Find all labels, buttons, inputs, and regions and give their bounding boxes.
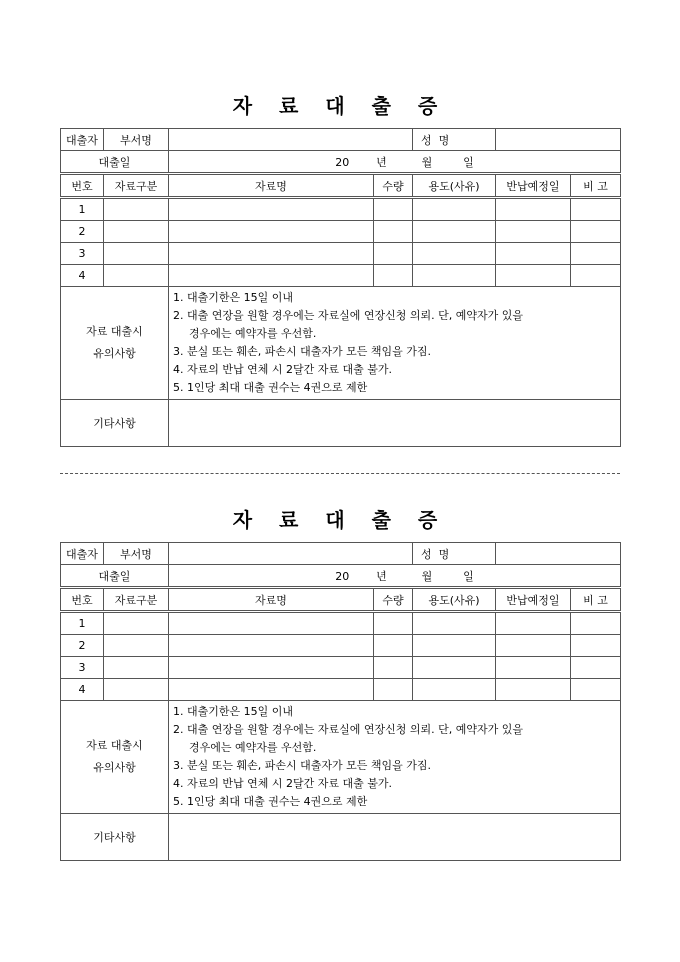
row-remarks-input[interactable]	[571, 243, 621, 265]
etc-label: 기타사항	[61, 814, 169, 861]
col-title: 자료명	[169, 174, 374, 198]
name-label	[413, 129, 496, 151]
note-item: 경우에는 예약자를 우선함.	[189, 327, 317, 340]
row-return-date-input[interactable]	[496, 243, 571, 265]
table-row	[61, 635, 621, 657]
row-number: 3	[61, 243, 104, 265]
row-quantity-input[interactable]	[374, 198, 413, 221]
row-quantity-input[interactable]	[374, 612, 413, 635]
col-remarks: 비 고	[571, 174, 621, 198]
table-row	[61, 198, 621, 221]
note-item: 5. 1인당 최대 대출 권수는 4권으로 제한	[173, 381, 368, 394]
row-category-input[interactable]	[104, 612, 169, 635]
table-row	[61, 243, 621, 265]
row-purpose-input[interactable]	[413, 265, 496, 287]
row-number: 3	[61, 657, 104, 679]
col-quantity: 수량	[374, 174, 413, 198]
row-quantity-input[interactable]	[374, 635, 413, 657]
name-label-text: 성 명	[421, 547, 450, 561]
loan-date-input[interactable]	[169, 565, 621, 588]
row-remarks-input[interactable]	[571, 657, 621, 679]
borrower-label: 대출자	[61, 129, 104, 151]
row-number: 4	[61, 679, 104, 701]
row-title-input[interactable]	[169, 657, 374, 679]
form-title: 자 료 대 출 증	[232, 508, 448, 532]
note-item: 2. 대출 연장을 원할 경우에는 자료실에 연장신청 의뢰. 단, 예약자가 있을	[173, 723, 523, 736]
department-label: 부서명	[104, 543, 169, 565]
note-item: 1. 대출기한은 15일 이내	[173, 705, 293, 718]
col-category: 자료구분	[104, 174, 169, 198]
notes-label-line1: 자료 대출시	[86, 325, 143, 338]
row-quantity-input[interactable]	[374, 679, 413, 701]
date-day-unit: 일	[463, 569, 474, 583]
date-day-unit: 일	[463, 155, 474, 169]
note-item: 경우에는 예약자를 우선함.	[189, 741, 317, 754]
row-purpose-input[interactable]	[413, 243, 496, 265]
row-purpose-input[interactable]	[413, 679, 496, 701]
row-category-input[interactable]	[104, 679, 169, 701]
table-row	[61, 612, 621, 635]
row-category-input[interactable]	[104, 265, 169, 287]
table-row	[61, 657, 621, 679]
row-category-input[interactable]	[104, 635, 169, 657]
name-input[interactable]	[496, 543, 621, 565]
notes-label	[61, 287, 169, 400]
row-purpose-input[interactable]	[413, 612, 496, 635]
col-return-date: 반납예정일	[496, 588, 571, 612]
loan-date-label: 대출일	[61, 565, 169, 588]
note-item: 3. 분실 또는 훼손, 파손시 대출자가 모든 책임을 가짐.	[173, 345, 431, 358]
note-item: 1. 대출기한은 15일 이내	[173, 291, 293, 304]
notes-label-line2: 유의사항	[93, 761, 136, 774]
cut-line-divider	[60, 473, 620, 474]
row-remarks-input[interactable]	[571, 221, 621, 243]
loan-form-bottom	[60, 506, 620, 861]
row-return-date-input[interactable]	[496, 221, 571, 243]
col-quantity: 수량	[374, 588, 413, 612]
row-category-input[interactable]	[104, 221, 169, 243]
note-item: 5. 1인당 최대 대출 권수는 4권으로 제한	[173, 795, 368, 808]
date-year: 20	[335, 155, 350, 169]
loan-date-label: 대출일	[61, 151, 169, 174]
row-return-date-input[interactable]	[496, 612, 571, 635]
loan-table	[60, 128, 621, 447]
borrower-label: 대출자	[61, 543, 104, 565]
name-input[interactable]	[496, 129, 621, 151]
row-number: 1	[61, 612, 104, 635]
row-remarks-input[interactable]	[571, 679, 621, 701]
row-remarks-input[interactable]	[571, 612, 621, 635]
row-title-input[interactable]	[169, 679, 374, 701]
department-label: 부서명	[104, 129, 169, 151]
department-input[interactable]	[169, 543, 413, 565]
note-item: 4. 자료의 반납 연체 시 2달간 자료 대출 불가.	[173, 363, 392, 376]
date-month-unit: 월	[421, 155, 433, 169]
row-category-input[interactable]	[104, 198, 169, 221]
date-year-unit: 년	[376, 569, 387, 583]
row-title-input[interactable]	[169, 198, 374, 221]
etc-input[interactable]	[169, 400, 621, 447]
row-number: 1	[61, 198, 104, 221]
etc-label: 기타사항	[61, 400, 169, 447]
row-title-input[interactable]	[169, 635, 374, 657]
name-label-text: 성 명	[421, 133, 450, 147]
loan-table	[60, 542, 621, 861]
notes-list	[169, 701, 621, 814]
col-number: 번호	[61, 588, 104, 612]
row-return-date-input[interactable]	[496, 679, 571, 701]
loan-date-input[interactable]	[169, 151, 621, 174]
date-year-unit: 년	[376, 155, 387, 169]
row-category-input[interactable]	[104, 657, 169, 679]
row-quantity-input[interactable]	[374, 265, 413, 287]
form-title: 자 료 대 출 증	[232, 94, 448, 118]
row-title-input[interactable]	[169, 221, 374, 243]
notes-label-line1: 자료 대출시	[86, 739, 143, 752]
row-title-input[interactable]	[169, 612, 374, 635]
row-quantity-input[interactable]	[374, 243, 413, 265]
row-remarks-input[interactable]	[571, 635, 621, 657]
col-title: 자료명	[169, 588, 374, 612]
notes-label	[61, 701, 169, 814]
row-category-input[interactable]	[104, 243, 169, 265]
row-purpose-input[interactable]	[413, 635, 496, 657]
row-quantity-input[interactable]	[374, 657, 413, 679]
row-return-date-input[interactable]	[496, 265, 571, 287]
loan-form-top	[60, 92, 620, 447]
row-number: 2	[61, 221, 104, 243]
notes-label-line2: 유의사항	[93, 347, 136, 360]
note-item: 4. 자료의 반납 연체 시 2달간 자료 대출 불가.	[173, 777, 392, 790]
table-row	[61, 679, 621, 701]
row-number: 2	[61, 635, 104, 657]
row-quantity-input[interactable]	[374, 221, 413, 243]
row-purpose-input[interactable]	[413, 221, 496, 243]
col-category: 자료구분	[104, 588, 169, 612]
row-remarks-input[interactable]	[571, 265, 621, 287]
date-month-unit: 월	[421, 569, 433, 583]
note-item: 2. 대출 연장을 원할 경우에는 자료실에 연장신청 의뢰. 단, 예약자가 있을	[173, 309, 523, 322]
row-return-date-input[interactable]	[496, 198, 571, 221]
row-return-date-input[interactable]	[496, 635, 571, 657]
row-title-input[interactable]	[169, 243, 374, 265]
row-purpose-input[interactable]	[413, 657, 496, 679]
date-year: 20	[335, 569, 350, 583]
name-label	[413, 543, 496, 565]
etc-input[interactable]	[169, 814, 621, 861]
col-remarks: 비 고	[571, 588, 621, 612]
notes-list	[169, 287, 621, 400]
col-number: 번호	[61, 174, 104, 198]
row-purpose-input[interactable]	[413, 198, 496, 221]
col-return-date: 반납예정일	[496, 174, 571, 198]
department-input[interactable]	[169, 129, 413, 151]
col-purpose: 용도(사유)	[413, 174, 496, 198]
row-remarks-input[interactable]	[571, 198, 621, 221]
table-row	[61, 265, 621, 287]
table-row	[61, 221, 621, 243]
row-number: 4	[61, 265, 104, 287]
note-item: 3. 분실 또는 훼손, 파손시 대출자가 모든 책임을 가짐.	[173, 759, 431, 772]
col-purpose: 용도(사유)	[413, 588, 496, 612]
row-title-input[interactable]	[169, 265, 374, 287]
row-return-date-input[interactable]	[496, 657, 571, 679]
